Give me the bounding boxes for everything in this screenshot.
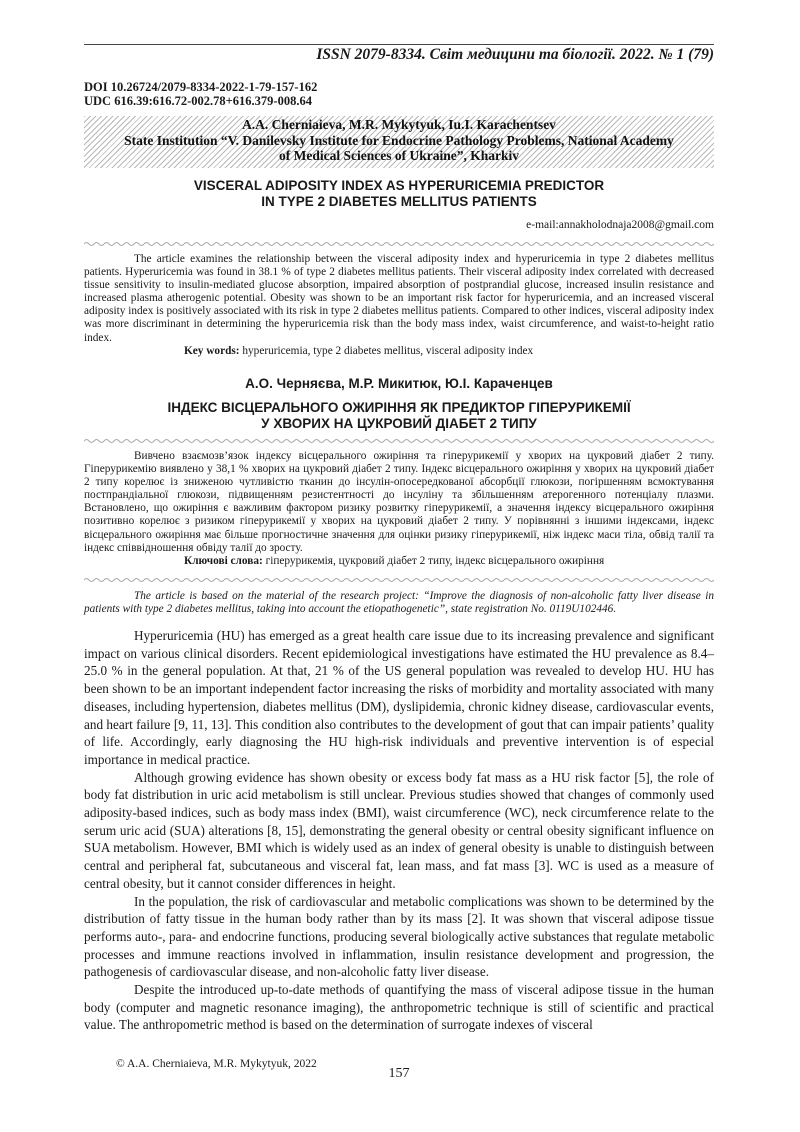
abstract-en-text: The article examines the relationship between the visceral adiposity index and hyperuricemia in type 2 diabetes mellitus patients. Hyperuricemia was found in 38.1 % of type 2 diabetes mellitus patients. Their visceral adiposity index correlated with decreased tissue sensitivity to insulin-mediated glucose absorption, impaired absorption of postprandial glucose, increased insulin resistance and increased plasma atherogenic potential. Obesity was shown to be an important risk factor for hyperuricemia, and an increased visceral adiposity index is positively associated with its risk in type 2 diabetes mellitus patients. Compared to other indices, visceral adiposity index was more discriminant in determining the hyperuricemia risk than the body mass index, waist circumference, and waist-to-height ratio index. (84, 253, 715, 344)
body-paragraph: Although growing evidence has shown obesity or excess body fat mass as a HU risk factor [5], the role of body fat distribution in uric acid metabolism is still unclear. Previous studies showed that changes of commonly used adiposity-based indices, such as body mass index (BMI), waist circumference (WC), neck circumference relate to the serum uric acid (SUA) alterations [8, 15], demonstrating the general obesity or central obesity significant influence on SUA metabolism. However, BMI which is widely used as an index of general obesity is unable to distinguish between central and peripheral fat, subcutaneous and visceral fat, lean mass, and fat mass [3]. WC is used as a measure of central obesity, but it cannot consider differences in height. (84, 769, 714, 891)
header-rule (84, 44, 714, 45)
affiliation-line-2: of Medical Sciences of Ukraine”, Kharkiv (279, 148, 519, 163)
title-ua-line-1: ІНДЕКС ВІСЦЕРАЛЬНОГО ОЖИРІННЯ ЯК ПРЕДИКТОР ГІПЕРУРИКЕМІЇ (167, 400, 631, 415)
copyright: © A.A. Cherniaieva, M.R. Mykytyuk, 2022 (116, 1058, 317, 1070)
body-paragraph: In the population, the risk of cardiovascular and metabolic complications was shown to be determined by the distribution of fatty tissue in the human body rather than by its mass [2]. It was shown that visceral adipose tissue performs auto-, para- and endocrine functions, producing several biologically active substances that regulate metabolic processes and immune reactions involved in inflammation, insulin resistance development and progression, the pathogenesis of cardiovascular disease, and non-alcoholic fatty liver disease. (84, 893, 714, 980)
abstract-ua-text: Вивчено взаємозв’язок індексу вісцерального ожиріння та гіперурикемії у хворих на цукровий діабет 2 типу. Гіперурикемію виявлено у 38,1 % хворих на цукровий діабет 2 типу. Індекс вісцерального ожиріння у хворих на цукровий діабет 2 типу корелює із зниженою чутливістю тканин до інсулін-опосередкованої абсорбції глюкози, погіршенням всмоктування постпрандіальної глюкози, підвищенням резистентності до інсуліну та збільшенням атерогенного потенціалу плазми. Встановлено, що ожиріння є важливим фактором ризику розвитку гіперурикемії, а значення індексу вісцерального ожиріння позитивно корелює з ризиком гіперурикемії у хворих на цукровий діабет 2 типу. У порівнянні з іншими індексами, індекс вісцерального ожиріння має більше прогностичне значення для оцінки ризику гіперурикемії, ніж індекс маси тіла, обвід талії та індекс співвідношення обвіду талії до зросту. (84, 450, 714, 554)
keywords-en-label: Key words: (184, 344, 240, 357)
title-en-line-2: IN TYPE 2 DIABETES MELLITUS PATIENTS (261, 194, 537, 209)
email: e-mail:annakholodnaja2008@gmail.com (526, 219, 714, 231)
project-note (84, 590, 714, 616)
author-affiliation (84, 117, 714, 164)
keywords-ua-label: Ключові слова: (184, 554, 263, 567)
title-ua (84, 400, 714, 432)
article-body (84, 627, 714, 1034)
doi: DOI 10.26724/2079-8334-2022-1-79-157-162 (84, 80, 318, 94)
body-paragraph: Despite the introduced up-to-date methods of quantifying the mass of visceral adipose tissue in the human body (computer and magnetic resonance imaging), the anthropometric technique is still of scientific and practical value. The anthropometric method is based on the determination of surrogate indexes of visceral (84, 982, 714, 1033)
journal-header: ISSN 2079-8334. Світ медицини та біології. 2022. № 1 (79) (316, 46, 714, 63)
title-en (84, 178, 714, 210)
title-ua-line-2: У ХВОРИХ НА ЦУКРОВИЙ ДІАБЕТ 2 ТИПУ (261, 416, 537, 431)
doi-block (84, 80, 317, 108)
authors-en: A.A. Cherniaieva, M.R. Mykytyuk, Iu.I. Karachentsev (242, 117, 556, 132)
abstract-ua (84, 450, 714, 568)
title-en-line-1: VISCERAL ADIPOSITY INDEX AS HYPERURICEMIA PREDICTOR (193, 178, 605, 193)
keywords-en-text: hyperuricemia, type 2 diabetes mellitus, visceral adiposity index (239, 344, 534, 357)
wavy-divider-3 (84, 577, 714, 583)
body-paragraph: Hyperuricemia (HU) has emerged as a great health care issue due to its increasing prevalence and significant impact on various clinical disorders. Recent epidemiological investigations have estimated the HU prevalence as 8.4–25.0 % in the general population. At that, 21 % of the US general population was revealed to develop HU. HU has been shown to be an important independent factor increasing the risks of morbidity and mortality associated with many diseases, including hypertension, diabetes mellitus (DM), dyslipidemia, chronic kidney disease, cardiovascular events, and heart failure [9, 11, 13]. This condition also contributes to the development of gout that can impair patients’ quality of life. Accordingly, early diagnosing the HU high-risk individuals and preventive intervention is of especial importance in medical practice. (84, 628, 714, 767)
wavy-divider-2 (84, 438, 714, 444)
udc: UDC 616.39:616.72-002.78+616.379-008.64 (84, 94, 312, 108)
abstract-en (84, 253, 714, 358)
keywords-ua (84, 555, 714, 568)
keywords-ua-text: гіперурикемія, цукровий діабет 2 типу, індекс вісцерального ожиріння (262, 554, 605, 567)
authors-ua: А.О. Черняєва, М.Р. Микитюк, Ю.І. Караченцев (245, 376, 553, 391)
page-number: 157 (388, 1066, 410, 1081)
affiliation-line-1: State Institution “V. Danilevsky Institute for Endocrine Pathology Problems, National Academy (124, 132, 674, 148)
project-note-text: The article is based on the material of the research project: “Improve the diagnosis of non-alcoholic fatty liver disease in patients with type 2 diabetes mellitus, taking into account the etiopathogenetic”, state registration No. 0119U102446. (84, 590, 714, 615)
keywords-en (84, 345, 714, 358)
wavy-divider-1 (84, 241, 714, 247)
